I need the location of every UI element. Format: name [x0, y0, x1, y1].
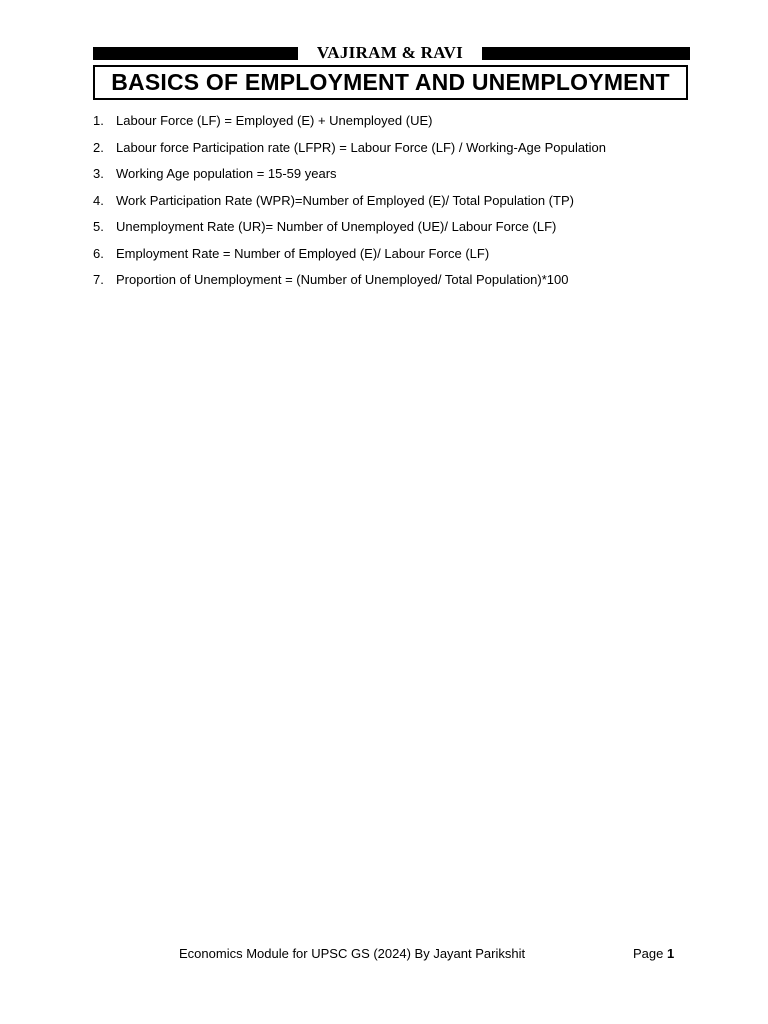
- list-item-text: Labour Force (LF) = Employed (E) + Unemployed (UE): [116, 113, 433, 128]
- list-item-text: Working Age population = 15-59 years: [116, 166, 337, 181]
- page-label: Page: [633, 946, 664, 961]
- page-number: [633, 946, 674, 961]
- list-item-text: Labour force Participation rate (LFPR) = Labour Force (LF) / Working-Age Population: [116, 139, 607, 155]
- list-item: [93, 271, 606, 298]
- list-item-number: 5.: [93, 219, 104, 234]
- list-item-number: 7.: [93, 272, 104, 287]
- list-item-number: 4.: [93, 192, 104, 208]
- formula-list: [93, 112, 606, 298]
- page-number-value: 1: [667, 946, 675, 961]
- list-item: [93, 218, 606, 245]
- list-item-text: Work Participation Rate (WPR)=Number of Employed (E)/ Total Population (TP): [116, 192, 574, 208]
- header-band: [93, 43, 690, 62]
- list-item: [93, 245, 606, 272]
- list-item-text: Proportion of Unemployment = (Number of Unemployed/ Total Population)*100: [116, 272, 569, 287]
- header-bar-left: [93, 47, 298, 60]
- header-bar-right: [482, 47, 690, 60]
- list-item: [93, 139, 606, 166]
- list-item: [93, 192, 606, 219]
- list-item-text: Employment Rate = Number of Employed (E)/ Labour Force (LF): [116, 245, 490, 261]
- list-item-number: 1.: [93, 113, 104, 128]
- list-item: [93, 165, 606, 192]
- footer-text: Economics Module for UPSC GS (2024) By Jayant Parikshit: [179, 946, 526, 961]
- brand-name: VAJIRAM & RAVI: [316, 43, 464, 62]
- title-box: [93, 65, 688, 100]
- list-item-number: 2.: [93, 139, 104, 155]
- list-item-text: Unemployment Rate (UR)= Number of Unemployed (UE)/ Labour Force (LF): [116, 219, 557, 234]
- list-item: [93, 112, 606, 139]
- list-item-number: 3.: [93, 166, 104, 181]
- list-item-number: 6.: [93, 245, 104, 261]
- page-title: BASICS OF EMPLOYMENT AND UNEMPLOYMENT: [111, 69, 670, 95]
